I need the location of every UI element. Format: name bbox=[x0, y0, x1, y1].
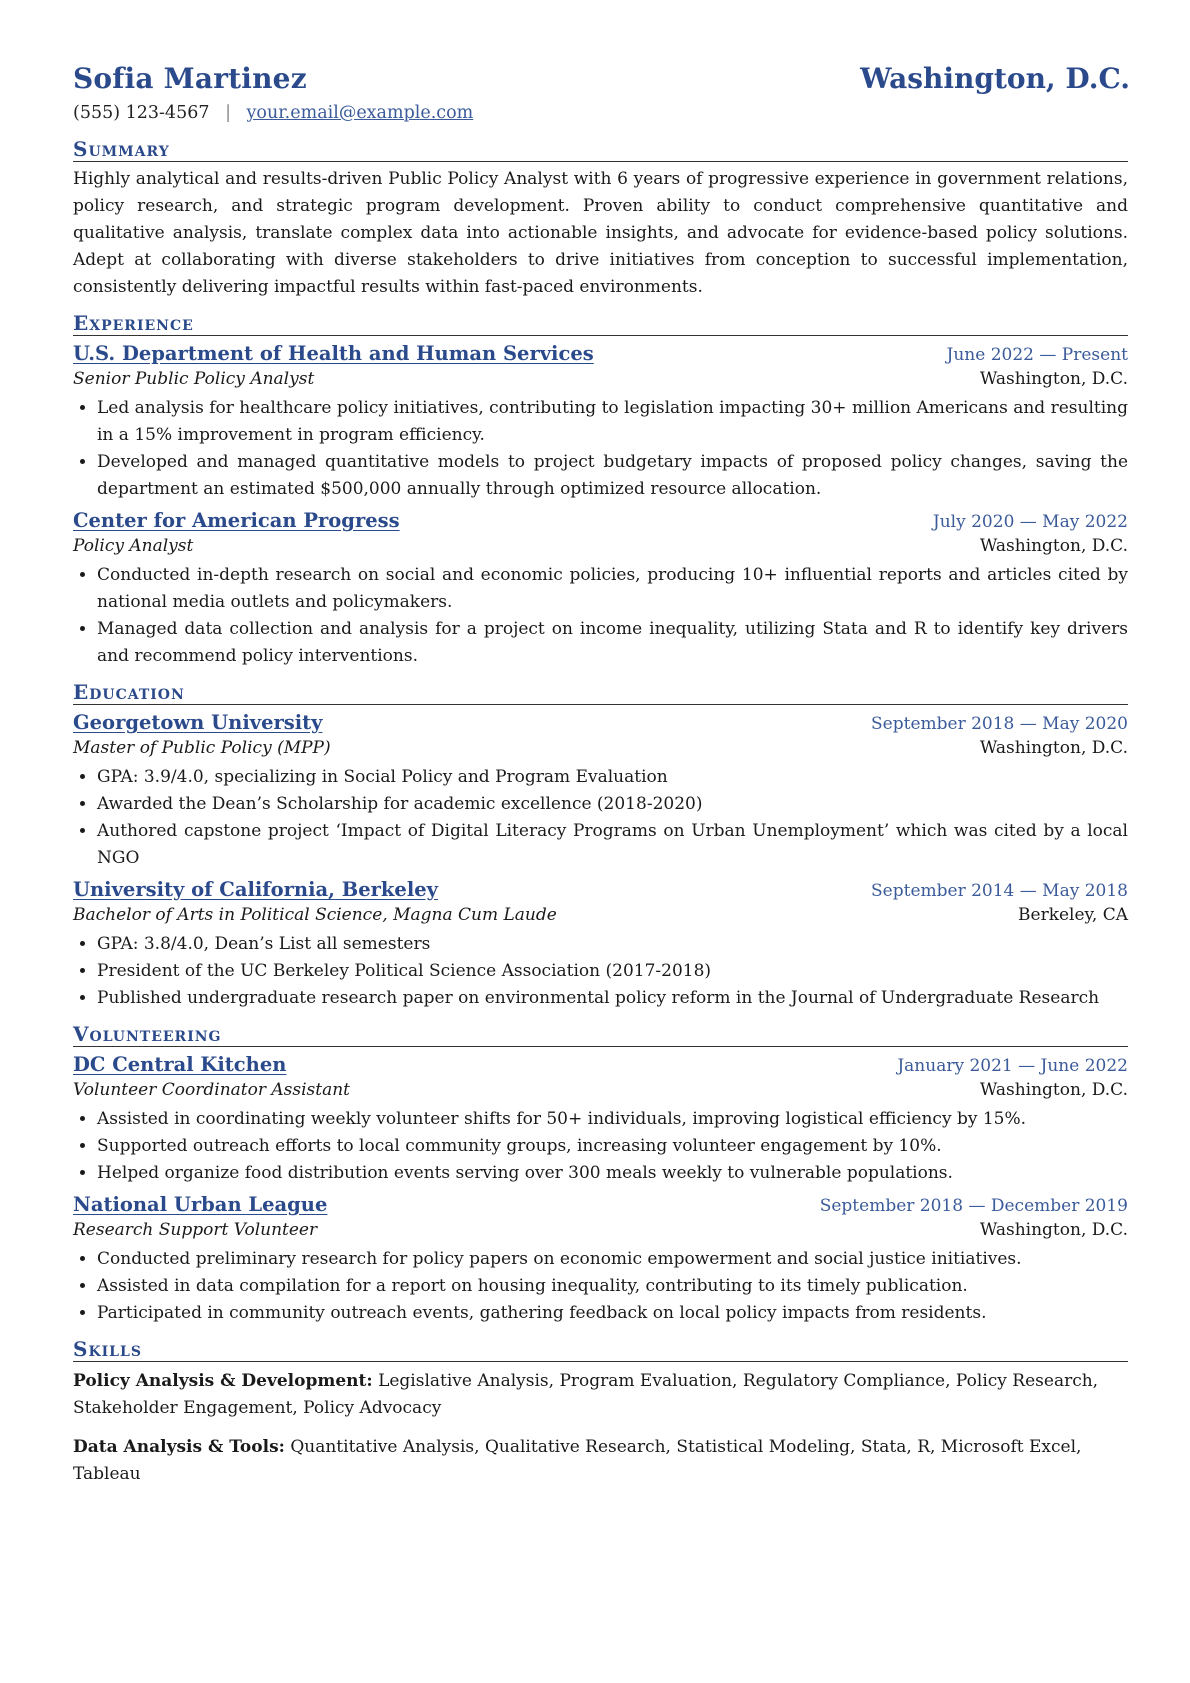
institution-link[interactable]: University of California, Berkeley bbox=[73, 878, 438, 901]
skill-group bbox=[73, 1368, 1128, 1422]
entry-dates: September 2018 — December 2019 bbox=[819, 1196, 1128, 1216]
section-title-skills: Skills bbox=[73, 1337, 1128, 1362]
contact-line bbox=[73, 103, 1128, 123]
bullet-item: • Awarded the Dean’s Scholarship for academic excellence (2018-2020) bbox=[97, 791, 1128, 818]
bullet-item: • Led analysis for healthcare policy initiatives, contributing to legislation impacting 30+ million Americans and resulting in a 15% improvement in program efficiency. bbox=[97, 395, 1128, 449]
entry-role: Policy Analyst bbox=[73, 536, 194, 556]
bullet-item: • Assisted in data compilation for a report on housing inequality, contributing to its timely publication. bbox=[97, 1273, 1128, 1300]
volunteering-entry bbox=[73, 1193, 1128, 1327]
skill-group-label: Policy Analysis & Development: bbox=[73, 1371, 373, 1391]
candidate-location: Washington, D.C. bbox=[860, 62, 1130, 95]
organization-link[interactable]: DC Central Kitchen bbox=[73, 1053, 287, 1076]
organization-link[interactable]: U.S. Department of Health and Human Services bbox=[73, 342, 594, 365]
bullet-item: • Supported outreach efforts to local community groups, increasing volunteer engagement by 10%. bbox=[97, 1133, 1128, 1160]
summary-text: Highly analytical and results-driven Public Policy Analyst with 6 years of progressive experience in government relations, policy research, and strategic program development. Proven ability to conduct comprehensive quantitative and qualitative analysis, translate complex data into actionable insights, and advocate for evidence-based policy solutions. Adept at collaborating with diverse stakeholders to drive initiatives from conception to successful implementation, consistently delivering impactful results within fast-paced environments. bbox=[73, 169, 1128, 297]
experience-entry bbox=[73, 342, 1128, 503]
bullet-item: • Conducted preliminary research for policy papers on economic empowerment and social justice initiatives. bbox=[97, 1246, 1128, 1273]
entry-role: Research Support Volunteer bbox=[73, 1220, 318, 1240]
resume-page bbox=[73, 62, 1128, 1488]
skill-group bbox=[73, 1434, 1128, 1488]
bullet-item: • Helped organize food distribution events serving over 300 meals weekly to vulnerable populations. bbox=[97, 1160, 1128, 1187]
experience-entry bbox=[73, 509, 1128, 670]
bullet-item: • President of the UC Berkeley Political Science Association (2017-2018) bbox=[97, 958, 1128, 985]
entry-location: Berkeley, CA bbox=[1018, 905, 1128, 925]
degree: Master of Public Policy (MPP) bbox=[73, 738, 331, 758]
section-title-summary: Summary bbox=[73, 137, 1128, 162]
entry-dates: September 2018 — May 2020 bbox=[871, 714, 1128, 734]
entry-location: Washington, D.C. bbox=[979, 1220, 1128, 1240]
section-title-experience: Experience bbox=[73, 311, 1128, 336]
section-title-volunteering: Volunteering bbox=[73, 1022, 1128, 1047]
organization-link[interactable]: Center for American Progress bbox=[73, 509, 400, 532]
entry-location: Washington, D.C. bbox=[979, 1080, 1128, 1100]
education-entry bbox=[73, 711, 1128, 872]
entry-dates: June 2022 — Present bbox=[946, 345, 1128, 365]
volunteering-entry bbox=[73, 1053, 1128, 1187]
bullet-list bbox=[73, 562, 1128, 670]
bullet-item: • Managed data collection and analysis for a project on income inequality, utilizing Stata and R to identify key drivers and recommend policy interventions. bbox=[97, 616, 1128, 670]
bullet-item: • Conducted in-depth research on social and economic policies, producing 10+ influential reports and articles cited by national media outlets and policymakers. bbox=[97, 562, 1128, 616]
entry-role: Volunteer Coordinator Assistant bbox=[73, 1080, 351, 1100]
email-link[interactable]: your.email@example.com bbox=[246, 103, 474, 123]
entry-dates: September 2014 — May 2018 bbox=[871, 881, 1128, 901]
skill-group-items: Legislative Analysis, Program Evaluation, Regulatory Compliance, Policy Research, Stakeholder Engagement, Policy Advocacy bbox=[73, 1371, 1099, 1418]
education-entry bbox=[73, 878, 1128, 1012]
resume-header bbox=[73, 62, 1128, 95]
bullet-item: • Developed and managed quantitative models to project budgetary impacts of proposed policy changes, saving the department an estimated $500,000 annually through optimized resource allocation. bbox=[97, 449, 1128, 503]
bullet-list bbox=[73, 1106, 1128, 1187]
entry-location: Washington, D.C. bbox=[979, 369, 1128, 389]
bullet-item: • Published undergraduate research paper on environmental policy reform in the Journal of Undergraduate Research bbox=[97, 985, 1128, 1012]
bullet-item: • Participated in community outreach events, gathering feedback on local policy impacts from residents. bbox=[97, 1300, 1128, 1327]
section-title-education: Education bbox=[73, 680, 1128, 705]
contact-separator: | bbox=[225, 103, 231, 123]
bullet-item: • Assisted in coordinating weekly volunteer shifts for 50+ individuals, improving logistical efficiency by 15%. bbox=[97, 1106, 1128, 1133]
bullet-list bbox=[73, 764, 1128, 872]
bullet-item: • Authored capstone project ‘Impact of Digital Literacy Programs on Urban Unemployment’ which was cited by a local NGO bbox=[97, 818, 1128, 872]
bullet-list bbox=[73, 395, 1128, 503]
organization-link[interactable]: National Urban League bbox=[73, 1193, 328, 1216]
phone-number: (555) 123-4567 bbox=[73, 103, 210, 123]
entry-dates: January 2021 — June 2022 bbox=[897, 1056, 1128, 1076]
skill-group-label: Data Analysis & Tools: bbox=[73, 1437, 285, 1457]
entry-location: Washington, D.C. bbox=[979, 738, 1128, 758]
bullet-item: • GPA: 3.8/4.0, Dean’s List all semesters bbox=[97, 931, 1128, 958]
entry-role: Senior Public Policy Analyst bbox=[73, 369, 315, 389]
candidate-name: Sofia Martinez bbox=[73, 62, 307, 95]
institution-link[interactable]: Georgetown University bbox=[73, 711, 323, 734]
skill-group-items: Quantitative Analysis, Qualitative Research, Statistical Modeling, Stata, R, Microsoft Excel, Tableau bbox=[73, 1437, 1082, 1484]
entry-dates: July 2020 — May 2022 bbox=[932, 512, 1128, 532]
entry-location: Washington, D.C. bbox=[979, 536, 1128, 556]
bullet-list bbox=[73, 1246, 1128, 1327]
degree: Bachelor of Arts in Political Science, Magna Cum Laude bbox=[73, 905, 557, 925]
bullet-item: • GPA: 3.9/4.0, specializing in Social Policy and Program Evaluation bbox=[97, 764, 1128, 791]
bullet-list bbox=[73, 931, 1128, 1012]
